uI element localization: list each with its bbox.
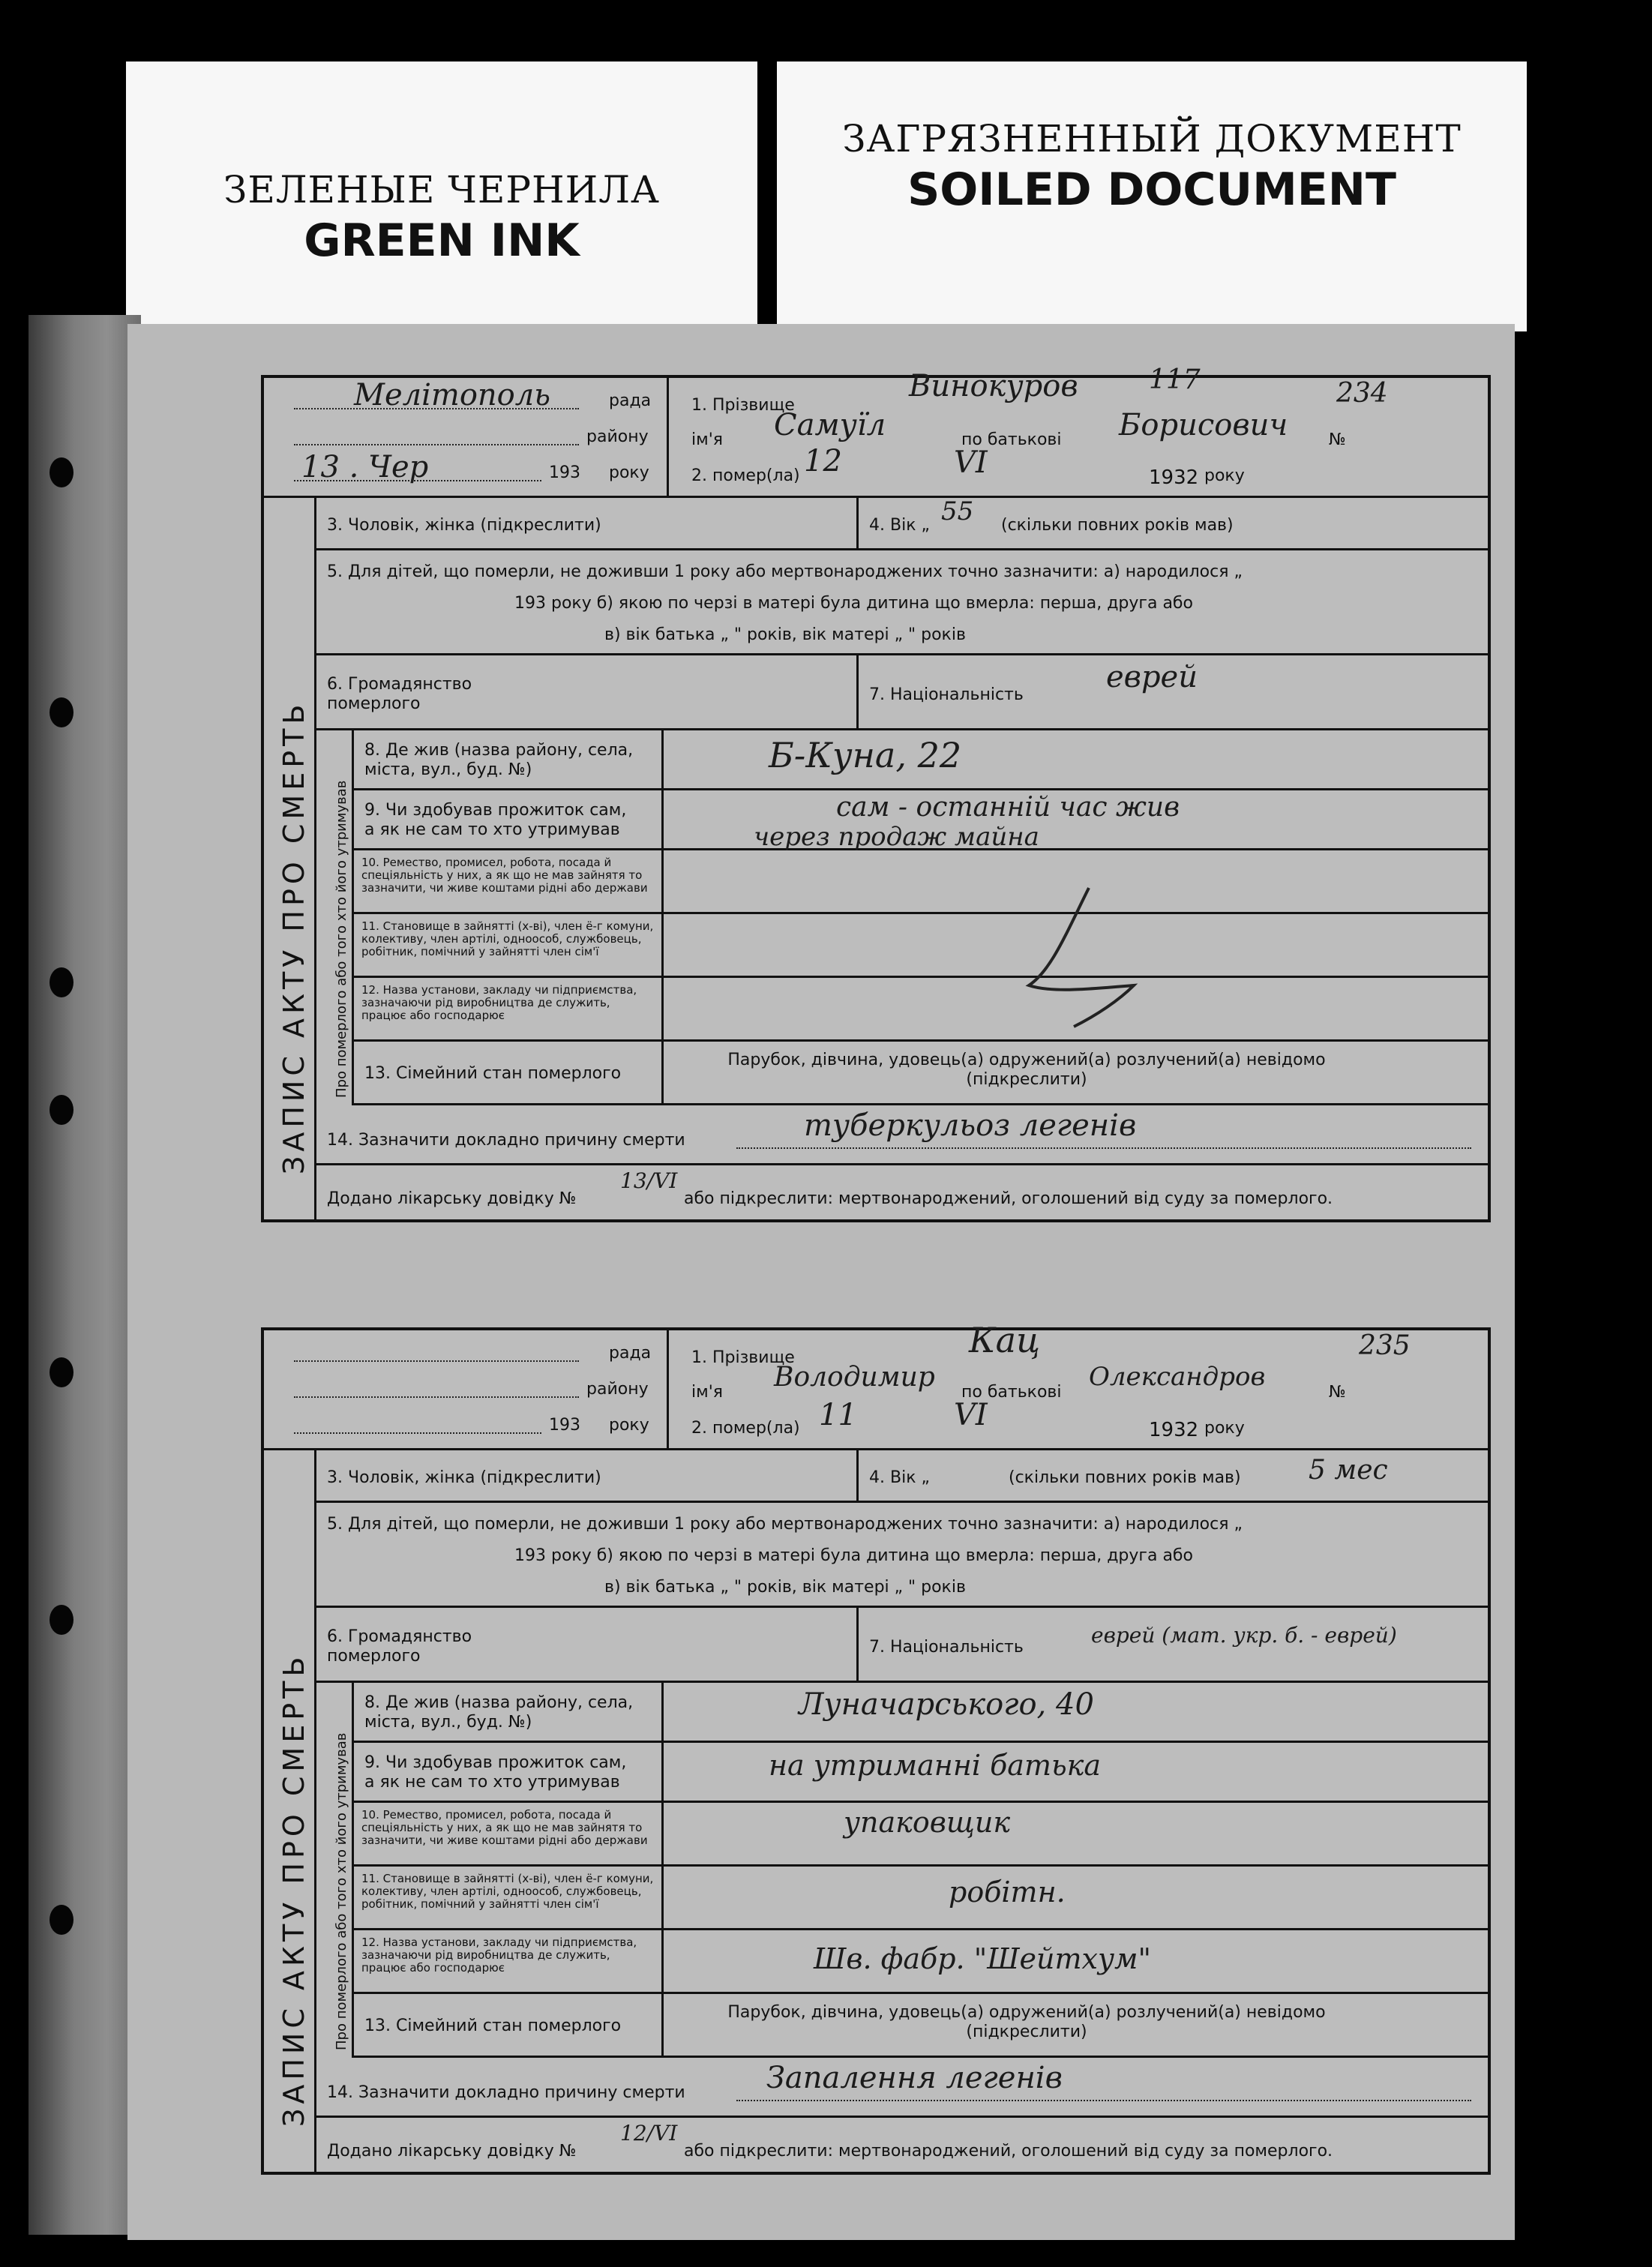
residence-value: Луначарського, 40 [799, 1687, 1094, 1722]
side-title: ЗАПИС АКТУ ПРО СМЕРТЬ [264, 498, 316, 1219]
record-number: 234 [1336, 378, 1388, 409]
punch-hole [49, 1095, 73, 1125]
green-ink-label-ru: ЗЕЛЕНЫЕ ЧЕРНИЛА [223, 168, 660, 211]
position-value: робітн. [949, 1876, 1066, 1909]
livelihood-value-2: через продаж майна [754, 822, 1039, 852]
death-month: VI [954, 445, 988, 480]
side-title: ЗАПИС АКТУ ПРО СМЕРТЬ [264, 1450, 316, 2172]
death-day: 12 [804, 444, 842, 478]
sex-label: 3. Чоловік, жінка (підкреслити) [327, 516, 601, 535]
surname-value: Кац [969, 1320, 1041, 1360]
rayonu-label: району [586, 427, 649, 446]
patronymic-value: Олександров [1089, 1362, 1266, 1392]
record-number: 235 [1359, 1330, 1411, 1361]
death-month: VI [954, 1398, 988, 1432]
name-value: Володимир [774, 1362, 935, 1393]
cause-value: Запалення легенів [766, 2061, 1063, 2095]
death-year: 1932 [1149, 1419, 1199, 1441]
punch-hole [49, 1357, 73, 1387]
binding-strip [28, 315, 141, 2235]
patronymic-value: Борисович [1119, 408, 1288, 442]
nationality-value: еврей (мат. укр. б. - еврей) [1091, 1623, 1397, 1648]
surname-value: Винокуров [909, 369, 1078, 403]
name-value: Самуїл [774, 408, 886, 442]
green-ink-label [126, 61, 757, 331]
marital-options: Парубок, дівчина, удовець(а) одружений(а) розлучений(а) невідомо (підкреслити) [727, 1051, 1326, 1089]
handwritten-dash-mark [939, 873, 1239, 1045]
soiled-document-label-ru: ЗАГРЯЗНЕННЫЙ ДОКУМЕНТ [842, 117, 1462, 160]
soiled-document-label-en: SOILED DOCUMENT [907, 163, 1396, 216]
punch-hole [49, 1905, 73, 1935]
institution-value: Шв. фабр. "Шейтхум" [814, 1942, 1152, 1975]
punch-hole [49, 457, 73, 487]
record-header: Мелітополь рада району 13 . Чер 193 року 1. Прізвище Винокуров 117 234 ім'я Самуїл по батькові Борисович № 2. помер(ла) 12 VI 1932 року [264, 378, 1488, 498]
occupation-value: упаковщик [844, 1806, 1011, 1839]
age-value: 5 мес [1309, 1455, 1388, 1486]
surname-label: 1. Прізвище [691, 396, 795, 415]
nationality-value: еврей [1106, 660, 1198, 694]
death-record-form-2: рада району 193 року 1. Прізвище Кац 235 ім'я Володимир по батькові Олександров № 2. помер(ла) 11 VI 1932 року ЗАПИС АКТУ ПРО СМЕРТЬ Про померлого або того хто його утримував 3. Чоловік, жінка (підкреслити) 4. Вік „ (скільки повних років мав) 5 мес 5. Для дітей, що померли, не доживши 1 року або мертвонароджених точно зазначити: а) народилося „ 193 року б) якою по черзі в матері була дитина що вмерла: перша, друга або в) вік батька „ " років, вік матері „ " років 6. Громадянство померлого 7. Національність еврей (мат. укр. б. - еврей) 8. Де жив (назва району, села, міста, вул., буд. №) Луначарського, 40 9. Чи здобував прожиток сам, а як не сам то хто утримував на утриманні батька 10. Ремество, промисел, робота, посада й спеціяльність у них, а як що не мав зайнятя то зазначити, чи живе коштами рідні або держави упаковщик 11. Становище в зайнятті (х-ві), член ё-г комуни, колективу, член артілі, одноособ, службовець, робітник, помічний у зайнятті член сім'ї робітн. 12. Назва установи, закладу чи підприємства, зазначаючи рід виробництва де служить, працює або господарює Шв. фабр. "Шейтхум" 13. Сімейний стан померлого Парубок, дівчина, удовець(а) одружений(а) розлучений(а) невідомо (підкреслити) 14. Зазначити докладно причину смерти Запалення легенів Додано лікарську довідку № 12/VI або підкреслити: мертвонароджений, оголошений від суду за померлого. [261, 1327, 1491, 2175]
side-subtitle: Про померлого або того хто його утримував [316, 1683, 354, 2058]
handwritten-rada: Мелітополь [354, 378, 550, 412]
rada-label: рада [609, 391, 652, 410]
residence-value: Б-Куна, 22 [769, 735, 962, 775]
death-day: 11 [819, 1398, 857, 1432]
death-record-form-1: Мелітополь рада району 13 . Чер 193 року 1. Прізвище Винокуров 117 234 ім'я Самуїл по батькові Борисович № 2. помер(ла) 12 VI 1932 року ЗАПИС АКТУ ПРО СМЕРТЬ Про померлого або того хто його утримував 3. Чоловік, жінка (підкреслити) 4. Вік „ 55 (скільки повних років мав) 5. Для дітей, що померли, не доживши 1 року або мертвонароджених точно зазначити: а) народилося „ 193 року б) якою по черзі в матері була дитина що вмерла: перша, друга або в) вік батька „ " років, вік матері „ " років 6. Громадянство померлого 7. Національність еврей 8. Де жив (назва району, села, міста, вул., буд. №) Б-Куна, 22 9. Чи здобував прожиток сам, а як не сам то хто утримував сам - останній час жив через продаж майна 10. Ремество, промисел, робота, посада й спеціяльність у них, а як що не мав зайнятя то зазначити, чи живе коштами рідні або держави 11. Становище в зайнятті (х-ві), член ё-г комуни, колективу, член артілі, одноособ, службовець, робітник, помічний у зайнятті член сім'ї 12. Назва установи, закладу чи підприємства, зазначаючи рід виробництва де служить, працює або господарює 13. Сімейний стан померлого Парубок, дівчина, удовець(а) одружений(а) розлучений(а) невідомо (підкреслити) 14. Зазначити докладно причину смерти туберкульоз легенів Додано лікарську довідку № 13/VI або підкреслити: мертвонароджений, оголошений від суду за померлого. [261, 375, 1491, 1222]
record-header: рада району 193 року 1. Прізвище Кац 235 ім'я Володимир по батькові Олександров № 2. помер(ла) 11 VI 1932 року [264, 1330, 1488, 1450]
age-value: 55 [941, 496, 974, 526]
certificate-no: 12/VI [620, 2121, 678, 2146]
punch-hole [49, 1605, 73, 1635]
punch-hole [49, 967, 73, 997]
livelihood-value: на утриманні батька [769, 1749, 1102, 1782]
certificate-no: 13/VI [620, 1168, 678, 1193]
side-subtitle: Про померлого або того хто його утримував [316, 730, 354, 1105]
citizenship-label: 6. Громадянство померлого [327, 675, 472, 713]
cause-value: туберкульоз легенів [804, 1108, 1137, 1143]
punch-hole [49, 697, 73, 727]
soiled-document-label [777, 61, 1527, 331]
marital-options: Парубок, дівчина, удовець(а) одружений(а) розлучений(а) невідомо (підкреслити) [727, 2003, 1326, 2041]
handwritten-date: 13 . Чер [301, 450, 429, 484]
green-ink-label-en: GREEN INK [304, 214, 580, 267]
livelihood-value-1: сам - останній час жив [836, 792, 1180, 823]
top-number: 117 [1149, 364, 1201, 395]
death-year: 1932 [1149, 466, 1199, 489]
